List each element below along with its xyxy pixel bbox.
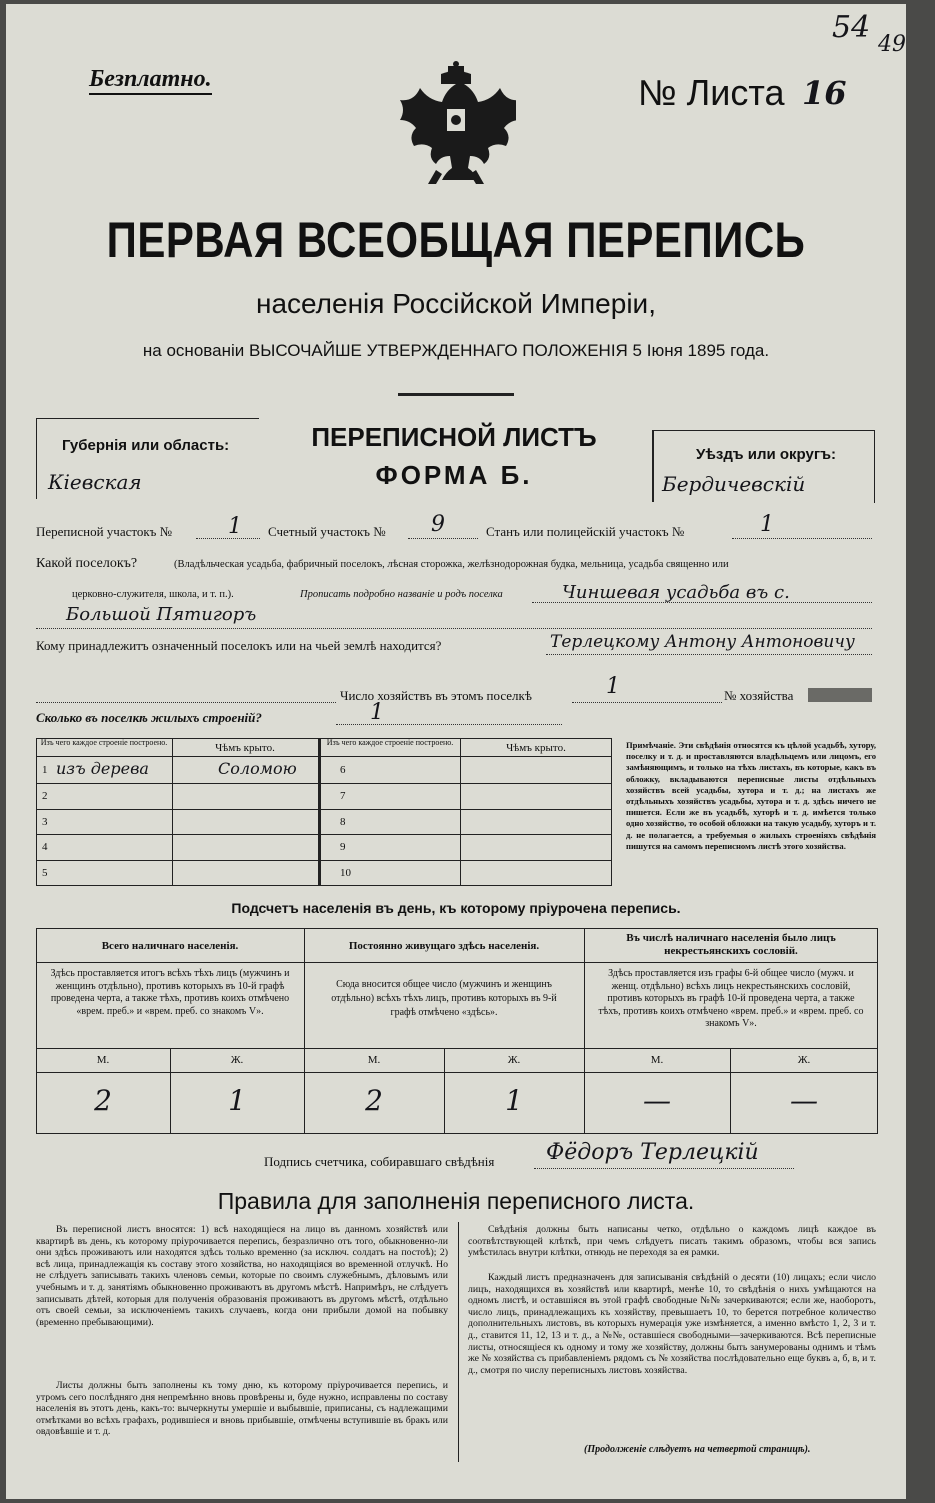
building-row-number: 4 [42,841,48,854]
buildings-col-roof-left: Чѣмъ крыто. [215,742,275,754]
census-district-label: Переписной участокъ № [36,524,173,539]
signature-label: Подпись счетчика, собиравшаго свѣдѣнія [264,1154,495,1169]
building-row-number: 3 [42,815,48,828]
form-title: ПЕРЕПИСНОЙ ЛИСТЪ [311,422,597,452]
corner-number-top: 54 [832,10,871,45]
building-row-number: 9 [340,841,346,854]
buildings-note: Примѣчаніе. Эти свѣдѣнія относятся къ цѣлой усадьбѣ, хутору, поселку и т. д. и проставляются владѣльцемъ или лицомъ, его замѣняющимъ, и только на тѣхъ листахъ, въ которые, какъ въ обложку, вкладываются переписные листы отдѣльныхъ хозяйствъ всей усадьбы, хутора и т. д.; на листахъ же отдѣльныхъ хозяйствъ усадьбы, хутора и т. д. здѣсь ничего не пишется. Если же въ усадьбѣ, хуторѣ и т. д. имѣется только одно хозяйство, то особой обложки на такую усадьбу, хуторъ и т. д. не полагается, а требуемыя о жилыхъ строеніяхъ свѣдѣнія пишутся на самомъ переписномъ листѣ этого хозяйства. [626,740,876,851]
tally-c3-m-label: М. [650,1054,664,1066]
tally-col1-title: Всего наличнаго населенія. [101,940,239,952]
tally-col3-title: Въ числѣ наличнаго населенія было лицъ некрестьянскихъ сословій. [626,932,836,957]
building-row-number: 8 [340,815,346,828]
household-number-redacted [808,688,872,702]
tally-col2-title: Постоянно живущаго здѣсь населенія. [348,940,540,952]
corner-number-right: 49 [878,32,906,57]
imperial-eagle-emblem [396,60,516,190]
counting-district-label: Счетный участокъ № [268,524,386,539]
rules-left-para-2: Листы должны быть заполнены къ тому дню, къ которому пріурочивается перепись, и утромъ сего послѣдняго дня непремѣнно вновь провѣрены и, буде нужно, исправлены по составу населенія въ этотъ день, какъ-то: вычеркнуты умершіе и выбывшіе, приписаны, съ надлежащими отмѣтками во всѣхъ графахъ, родившіеся и вновь прибывшіе, отмѣчены вступившіе въ бракъ или овдовѣвшіе и т. д. [36,1380,448,1438]
tally-col3-text: Здѣсь проставляется изъ графы 6-й общее число (мужч. и женщ. отдѣльно) всѣхъ лицъ некрестьянскихъ сословій, противъ которыхъ въ графѣ 10-й проведена черта, а также тѣхъ, противъ коихъ отмѣчено «врем. преб.» и «врем. преб. со знакомъ V». [598,968,864,1029]
owner-label: Кому принадлежитъ означенный поселокъ или на чьей землѣ находится? [36,638,442,653]
tally-c2-m-label: М. [367,1054,381,1066]
rules-right-para-1: Свѣдѣнія должны быть написаны четко, отдѣльно о каждомъ лицѣ каждое въ соотвѣтствующей клѣткѣ, при чемъ слѣдуетъ писать такимъ образомъ, чтобы вся запись умѣстилась внутри клѣтки, отнюдь не переходя за ея рамки. [468,1224,876,1259]
building-row-number: 2 [42,789,48,802]
counting-district-value: 9 [431,512,445,537]
census-form-page [6,4,906,1499]
building-row-number: 5 [42,867,48,880]
tally-c1-f-value: 1 [228,1084,246,1117]
tally-c3-m-value: — [643,1084,671,1117]
tally-heading: Подсчетъ населенія въ день, къ которому пріурочена перепись. [231,900,681,916]
building-roof: Соломою [218,759,297,778]
settlement-hint-2: церковно-служителя, школа, и т. п.). [72,589,234,600]
tally-c3-f-label: Ж. [797,1054,811,1066]
household-number-label: № хозяйства [724,688,794,703]
stan-label: Станъ или полицейскій участокъ № [486,524,685,539]
free-label: Безплатно. [89,66,212,95]
building-row-number: 7 [340,789,346,802]
settlement-value: Чиншевая усадьба въ с. [562,582,790,603]
households-value: 1 [606,674,620,699]
census-title: ПЕРВАЯ ВСЕОБЩАЯ ПЕРЕПИСЬ [106,211,806,268]
census-district-value: 1 [228,514,242,539]
rules-left-para-1: Въ переписной листъ вносятся: 1) всѣ находящіеся на лицо въ данномъ хозяйствѣ или квартирѣ въ день, къ которому пріурочивается перепись, безразлично отъ того, обыкновенно-ли они здѣсь проживаютъ или находятся здѣсь только временно (за исключ. солдатъ на постоѣ); 2) всѣ лица, принадлежащія къ составу этого хозяйства, но находящіяся во временной отлучкѣ. Но не слѣдуетъ записывать такихъ членовъ семьи, которые по своимъ служебнымъ, дѣловымъ или учебнымъ и т. д. занятіямъ обыкновенно проживаютъ въ другомъ мѣстѣ. Напримѣръ, не слѣдуетъ записывать дѣтей, которыя для полученія образованія проживаютъ въ другомъ мѣстѣ, отдѣльно отъ своей семьи, за исключеніемъ такихъ случаевъ, когда они прибыли домой на побывку (временно пребывающими). [36,1224,448,1328]
form-name: ФОРМА Б. [375,460,533,490]
title-rule [398,393,514,396]
buildings-label: Сколько въ поселкѣ жилыхъ строеній? [36,710,262,725]
households-label: Число хозяйствъ въ этомъ поселкѣ [340,688,532,703]
buildings-col-roof-right: Чѣмъ крыто. [506,742,566,754]
signature-value: Фёдоръ Терлецкій [546,1140,759,1165]
rules-continued: (Продолженіе слѣдуетъ на четвертой страницѣ). [584,1444,811,1455]
settlement-value-2: Большой Пятигоръ [66,604,257,625]
sheet-number-label: № Листа [638,72,785,113]
buildings-col-material-right: Изъ чего каждое строеніе построено. [326,738,454,747]
building-row-number: 6 [340,764,346,776]
settlement-instruction: Прописать подробно названіе и родъ поселка [300,589,503,600]
tally-c1-m-label: М. [96,1054,110,1066]
tally-col1-text: Здѣсь проставляется итогъ всѣхъ тѣхъ лицъ (мужчинъ и женщинъ отдѣльно), противъ которыхъ въ 10-й графѣ проведена черта, а также тѣхъ, противъ коихъ отмѣчено «врем. преб.» и «врем. преб. со знакомъ V». [50,968,290,1017]
tally-c2-f-label: Ж. [507,1054,521,1066]
building-material: изъ дерева [56,759,149,778]
tally-c1-m-value: 2 [94,1084,112,1117]
settlement-hint: (Владѣльческая усадьба, фабричный поселокъ, лѣсная сторожка, желѣзнодорожная будка, мельница, усадьба священно или [174,559,729,570]
buildings-value: 1 [370,700,384,725]
buildings-col-material-left: Изъ чего каждое строеніе построено. [40,738,168,747]
tally-col2-text: Сюда вносится общее число (мужчинъ и женщинъ отдѣльно) всѣхъ тѣхъ лицъ, противъ которыхъ въ 9-й графѣ отмѣчено «здѣсь». [331,979,557,1018]
census-basis: на основаніи ВЫСОЧАЙШЕ УТВЕРЖДЕННАГО ПОЛОЖЕНІЯ 5 Іюня 1895 года. [142,341,770,360]
settlement-label: Какой поселокъ? [36,556,138,571]
sheet-number-value: 16 [802,74,847,112]
rules-title: Правила для заполненія переписного листа. [217,1188,695,1214]
building-row-number: 10 [340,867,351,880]
stan-value: 1 [760,512,774,537]
uezd-label: Уѣздъ или округъ: [696,446,837,463]
uezd-value: Бердичевскій [662,472,806,496]
gubernia-value: Кіевская [48,470,142,494]
tally-c2-f-value: 1 [505,1084,523,1117]
rules-right-para-2: Каждый листъ предназначенъ для записыванія свѣдѣній о десяти (10) лицахъ; если число лицъ, находящихся въ хозяйствѣ или квартирѣ, менѣе 10, то свѣдѣнія о нихъ умѣщаются на одномъ листѣ, и оставшіяся въ этой графѣ свободные №№ зачеркиваются; если же, наоборотъ, число лицъ, принадлежащихъ къ хозяйству, превышаетъ 10, то берется потребное количество дополнительныхъ листовъ, въ которыхъ нумерація уже измѣняется, а именно вмѣсто 1, 2, 3 и т. д., ставится 11, 12, 13 и т. д., а №№, оставшіеся свободными—зачеркиваются. Всѣ переписные листы, относящіеся къ одному и тому же хозяйству, должны быть занумерованы однимъ и тѣмъ же № хозяйства съ прибавленіемъ рядомъ съ № хозяйства послѣдовательно еще буквъ а, б, в, и т. д., смотря по числу переписныхъ листовъ хозяйства. [468,1272,876,1376]
building-row-number: 1 [42,764,48,776]
owner-value: Терлецкому Антону Антоновичу [550,632,855,652]
tally-c3-f-value: — [790,1084,818,1117]
tally-c1-f-label: Ж. [230,1054,244,1066]
gubernia-label: Губернія или область: [62,437,230,454]
tally-c2-m-value: 2 [365,1084,383,1117]
census-subtitle: населенія Россійской Имперіи, [256,288,656,319]
